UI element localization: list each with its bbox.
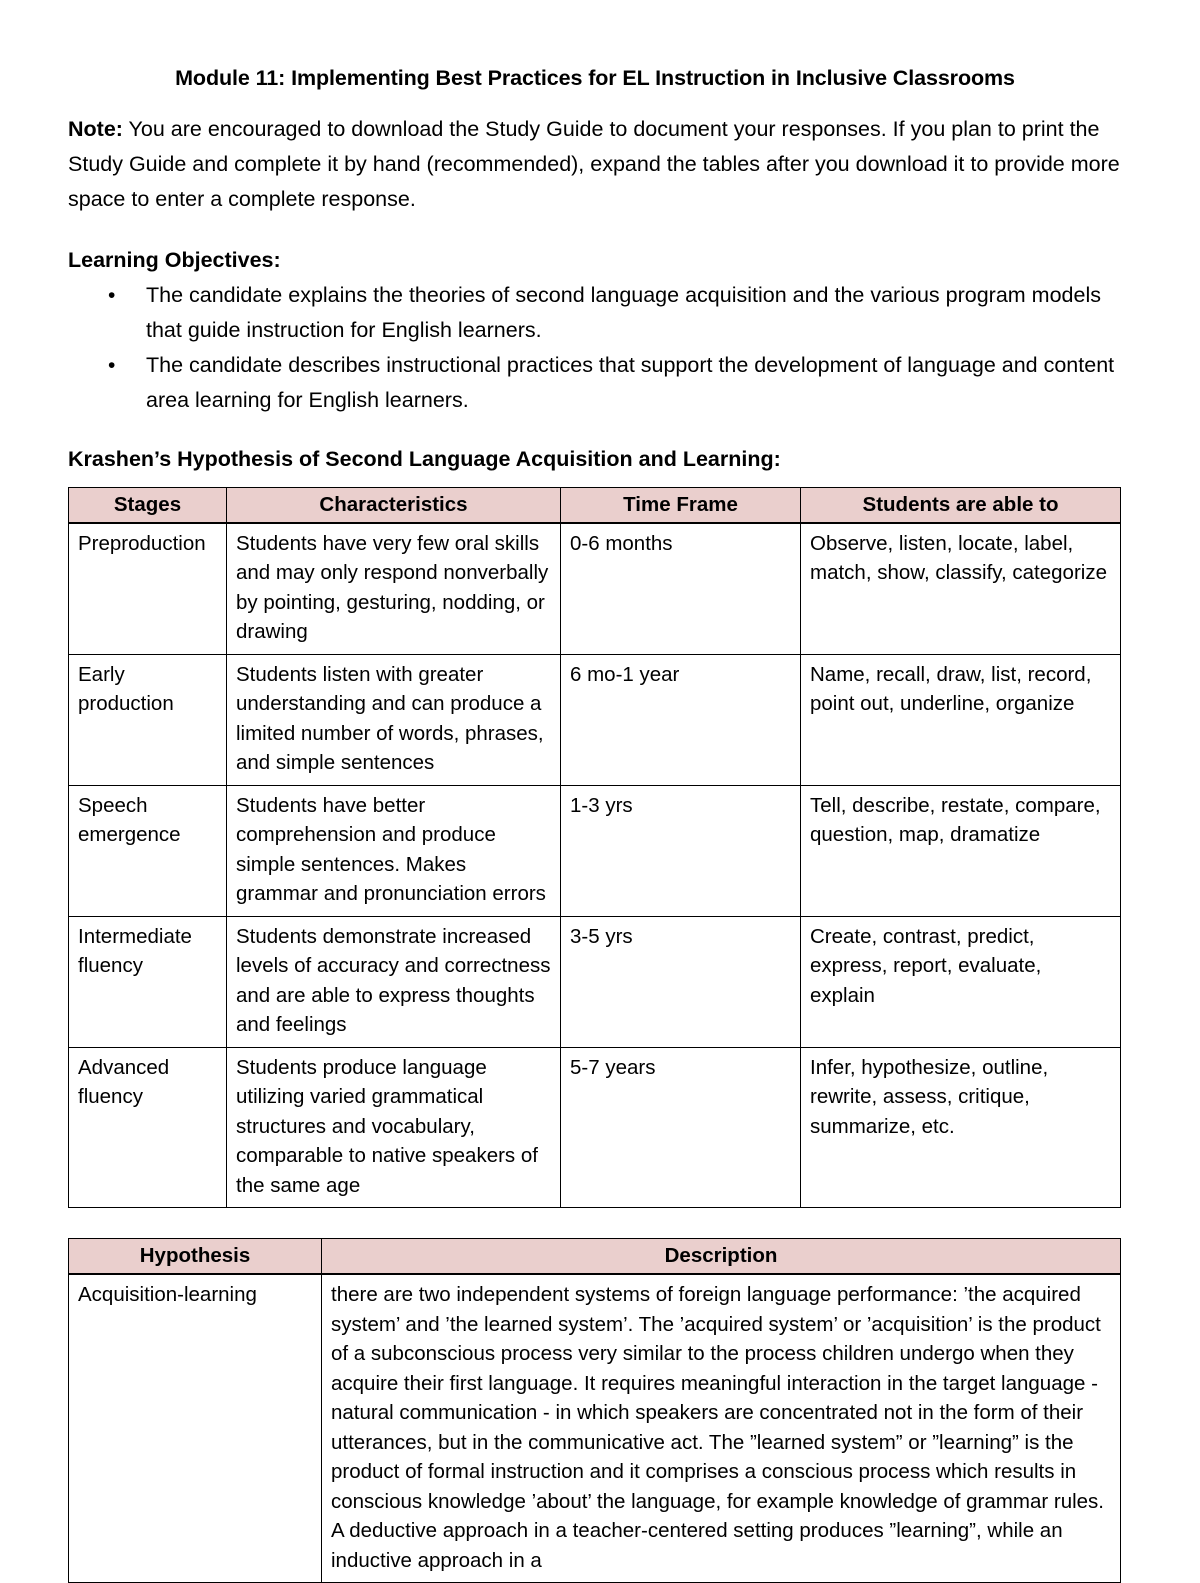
cell-stage: Preproduction: [69, 523, 227, 655]
column-header-time-frame: Time Frame: [561, 487, 801, 523]
table-row: [69, 523, 1121, 655]
list-item: [68, 278, 1122, 348]
cell-time-frame: 5-7 years: [561, 1047, 801, 1208]
document-content: [68, 0, 1122, 1583]
column-header-characteristics: Characteristics: [227, 487, 561, 523]
column-header-hypothesis: Hypothesis: [69, 1239, 322, 1275]
table-row: [69, 1274, 1121, 1583]
table-row: [69, 654, 1121, 785]
bullet-icon: •: [108, 353, 116, 377]
cell-time-frame: 6 mo-1 year: [561, 654, 801, 785]
cell-description: there are two independent systems of foreign language performance: ’the acquired system’ and ’the learned system’. The ’acquired system’ or ’acquisition’ is the product of a subconscious process very similar to the process children undergo when they acquire their first language. It requires meaningful interaction in the target language - natural communication - in which speakers are concentrated not in the form of their utterances, but in the communicative act. The ”learned system” or ”learning” is the product of formal instruction and it comprises a conscious process which results in conscious knowledge ’about’ the language, for example knowledge of grammar rules. A deductive approach in a teacher-centered setting produces ”learning”, while an inductive approach in a: [322, 1274, 1121, 1583]
list-item: [68, 348, 1122, 418]
cell-students-are-able-to: Infer, hypothesize, outline, rewrite, assess, critique, summarize, etc.: [801, 1047, 1121, 1208]
cell-time-frame: 1-3 yrs: [561, 785, 801, 916]
stages-table: [68, 487, 1121, 1209]
page-title: Module 11: Implementing Best Practices for EL Instruction in Inclusive Classrooms: [175, 66, 1015, 90]
cell-characteristics: Students produce language utilizing varied grammatical structures and vocabulary, comparable to native speakers of the same age: [227, 1047, 561, 1208]
note-text: You are encouraged to download the Study Guide to document your responses. If you plan to print the Study Guide and complete it by hand (recommended), expand the tables after you download it to provide more space to enter a complete response.: [68, 116, 1120, 211]
column-header-students-are-able-to: Students are able to: [801, 487, 1121, 523]
hypothesis-table-wrapper: [68, 1238, 1122, 1583]
cell-students-are-able-to: Name, recall, draw, list, record, point out, underline, organize: [801, 654, 1121, 785]
table-header-row: [69, 487, 1121, 523]
cell-characteristics: Students have very few oral skills and may only respond nonverbally by pointing, gesturing, nodding, or drawing: [227, 523, 561, 655]
table-row: [69, 916, 1121, 1047]
cell-hypothesis: Acquisition-learning: [69, 1274, 322, 1583]
cell-stage: Advanced fluency: [69, 1047, 227, 1208]
table-row: [69, 1047, 1121, 1208]
learning-objectives-list: [68, 278, 1122, 418]
cell-characteristics: Students listen with greater understanding and can produce a limited number of words, phrases, and simple sentences: [227, 654, 561, 785]
krashen-table-heading: Krashen’s Hypothesis of Second Language Acquisition and Learning:: [68, 446, 781, 471]
cell-characteristics: Students have better comprehension and produce simple sentences. Makes grammar and pronunciation errors: [227, 785, 561, 916]
hypothesis-table: [68, 1238, 1121, 1583]
cell-stage: Intermediate fluency: [69, 916, 227, 1047]
objective-text: The candidate explains the theories of second language acquisition and the various program models that guide instruction for English learners.: [146, 282, 1101, 342]
table-row: [69, 785, 1121, 916]
cell-time-frame: 3-5 yrs: [561, 916, 801, 1047]
bullet-icon: •: [108, 283, 116, 307]
objective-text: The candidate describes instructional practices that support the development of language and content area learning for English learners.: [146, 352, 1115, 412]
column-header-description: Description: [322, 1239, 1121, 1275]
cell-students-are-able-to: Observe, listen, locate, label, match, show, classify, categorize: [801, 523, 1121, 655]
cell-characteristics: Students demonstrate increased levels of accuracy and correctness and are able to express thoughts and feelings: [227, 916, 561, 1047]
cell-stage: Speech emergence: [69, 785, 227, 916]
cell-time-frame: 0-6 months: [561, 523, 801, 655]
learning-objectives-heading: Learning Objectives:: [68, 247, 281, 272]
column-header-stages: Stages: [69, 487, 227, 523]
note-label: Note:: [68, 116, 123, 141]
cell-students-are-able-to: Tell, describe, restate, compare, question, map, dramatize: [801, 785, 1121, 916]
cell-students-are-able-to: Create, contrast, predict, express, report, evaluate, explain: [801, 916, 1121, 1047]
note-paragraph: [68, 112, 1122, 217]
table-header-row: [69, 1239, 1121, 1275]
cell-stage: Early production: [69, 654, 227, 785]
